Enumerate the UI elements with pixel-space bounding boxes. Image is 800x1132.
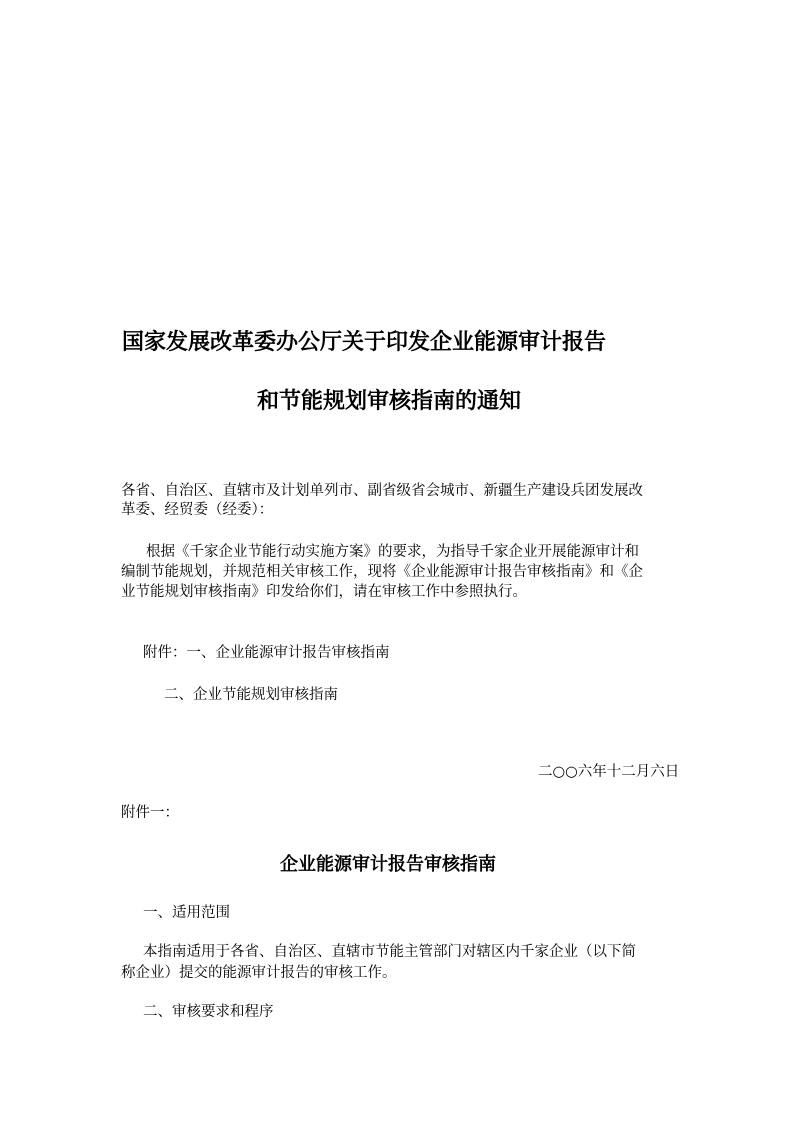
body-paragraph-line-2: 编制节能规划，并规范相关审核工作，现将《企业能源审计报告审核指南》和《企 [121, 564, 643, 580]
notice-title-line-2: 和节能规划审核指南的通知 [257, 389, 522, 414]
attachment-item-1: 附件：一、企业能源审计报告审核指南 [143, 645, 390, 661]
notice-title-line-1: 国家发展改革委办公厅关于印发企业能源审计报告 [122, 330, 607, 355]
section-1-heading: 一、适用范围 [143, 905, 230, 921]
body-paragraph-line-3: 业节能规划审核指南》印发给你们，请在审核工作中参照执行。 [121, 584, 527, 600]
guide-title: 企业能源审计报告审核指南 [280, 854, 496, 875]
addressee-line-2: 革委、经贸委（经委）： [121, 502, 274, 518]
appendix-label: 附件一： [121, 805, 179, 821]
section-1-paragraph-line-1: 本指南适用于各省、自治区、直辖市节能主管部门对辖区内千家企业（以下简 [143, 944, 636, 960]
body-paragraph-line-1: 根据《千家企业节能行动实施方案》的要求，为指导千家企业开展能源审计和 [146, 544, 639, 560]
section-2-heading: 二、审核要求和程序 [143, 1004, 274, 1020]
section-1-paragraph-line-2: 称企业）提交的能源审计报告的审核工作。 [121, 965, 397, 981]
attachment-item-2: 二、企业节能规划审核指南 [164, 687, 338, 703]
issue-date: 二○○六年十二月六日 [538, 764, 680, 780]
addressee-line-1: 各省、自治区、直辖市及计划单列市、副省级省会城市、新疆生产建设兵团发展改 [121, 483, 643, 499]
